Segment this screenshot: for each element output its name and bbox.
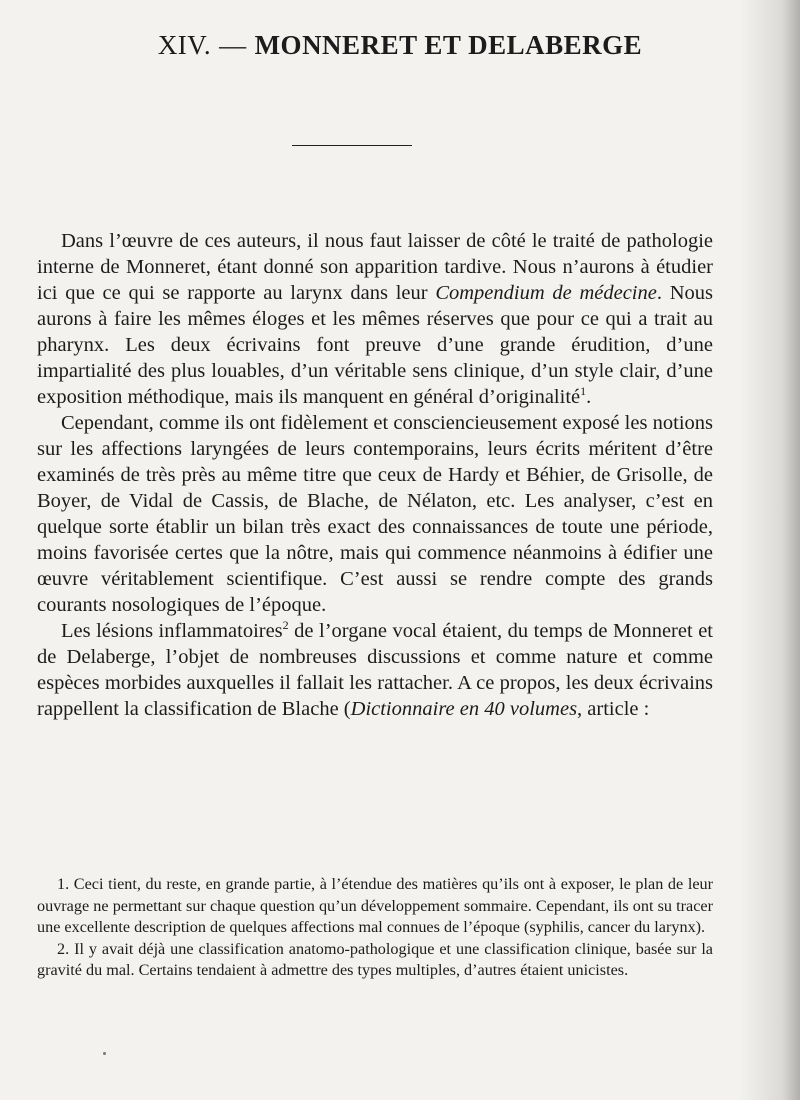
footnote-ref: 1 — [580, 384, 587, 399]
text-run: Dans l’œuvre de ces auteurs, il nous faut laisser de côté le traité de pathologie interne de Monneret, étant donné son apparition tardive. Nous n’aurons à étudier ici que ce qui se rapporte au larynx dans leur — [37, 230, 713, 304]
text-run: de l’organe vocal étaient, du temps de Monneret et de Delaberge, l’objet de nombreuses discussions et comme nature et comme espèces morbides auxquelles il fallait les rattacher. A ce propos, les deux écrivains rappellent la classification de Blache ( — [37, 620, 713, 720]
italic-title: Compendium de médecine — [435, 282, 657, 304]
text-run: . Nous aurons à faire les mêmes éloges et les mêmes réserves que pour ce qui a trait au pharynx. Les deux écrivains font preuve d’une grande érudition, d’une impartialité des plus louables, d’un véritable sens clinique, d’un style clair, d’une exposition méthodique, mais ils manquent en général d’originalité — [37, 282, 713, 408]
chapter-number: XIV. — [157, 30, 212, 60]
footnotes — [37, 874, 713, 982]
footnote: 1. Ceci tient, du reste, en grande partie, à l’étendue des matières qu’ils ont à exposer, le plan de leur ouvrage ne permettant sur chaque question qu’un développement sommaire. Cependant, ils ont su tracer une excellente description de quelques affections mal connues de l’époque (syphilis, cancer du larynx). — [37, 875, 713, 936]
text-run: Les lésions inflammatoires — [61, 620, 283, 642]
paragraph — [37, 618, 713, 722]
paragraph — [37, 228, 713, 410]
page-edge-shadow — [740, 0, 800, 1100]
paragraph — [37, 410, 713, 618]
text-run: Cependant, comme ils ont fidèlement et consciencieusement exposé les notions sur les affections laryngées de leurs contemporains, leurs écrits méritent d’être examinés de très près au même titre que ceux de Hardy et Béhier, de Grisolle, de Boyer, de Vidal de Cassis, de Blache, de Nélaton, etc. Les analyser, c’est en quelque sorte établir un bilan très exact des connaissances de toute une période, moins favorisée certes que la nôtre, mais qui commence néanmoins à édifier une œuvre véritablement scientifique. C’est aussi se rendre compte des grands courants nosologiques de l’époque. — [37, 412, 713, 616]
title-rule — [292, 145, 412, 146]
footnote-ref: 2 — [282, 618, 289, 633]
heading-separator: — — [219, 30, 247, 60]
text-run: . — [586, 386, 592, 408]
chapter-heading — [0, 30, 800, 61]
body-text — [37, 228, 713, 722]
chapter-title: MONNERET ET DELABERGE — [254, 30, 643, 60]
ink-speck — [103, 1052, 106, 1055]
italic-title: Dictionnaire en 40 volumes — [350, 698, 578, 720]
footnote: 2. Il y avait déjà une classification anatomo-pathologique et une classification clinique, basée sur la gravité du mal. Certains tendaient à admettre des types multiples, d’autres étaient unicistes. — [37, 939, 713, 979]
text-run: , article : — [577, 698, 650, 720]
